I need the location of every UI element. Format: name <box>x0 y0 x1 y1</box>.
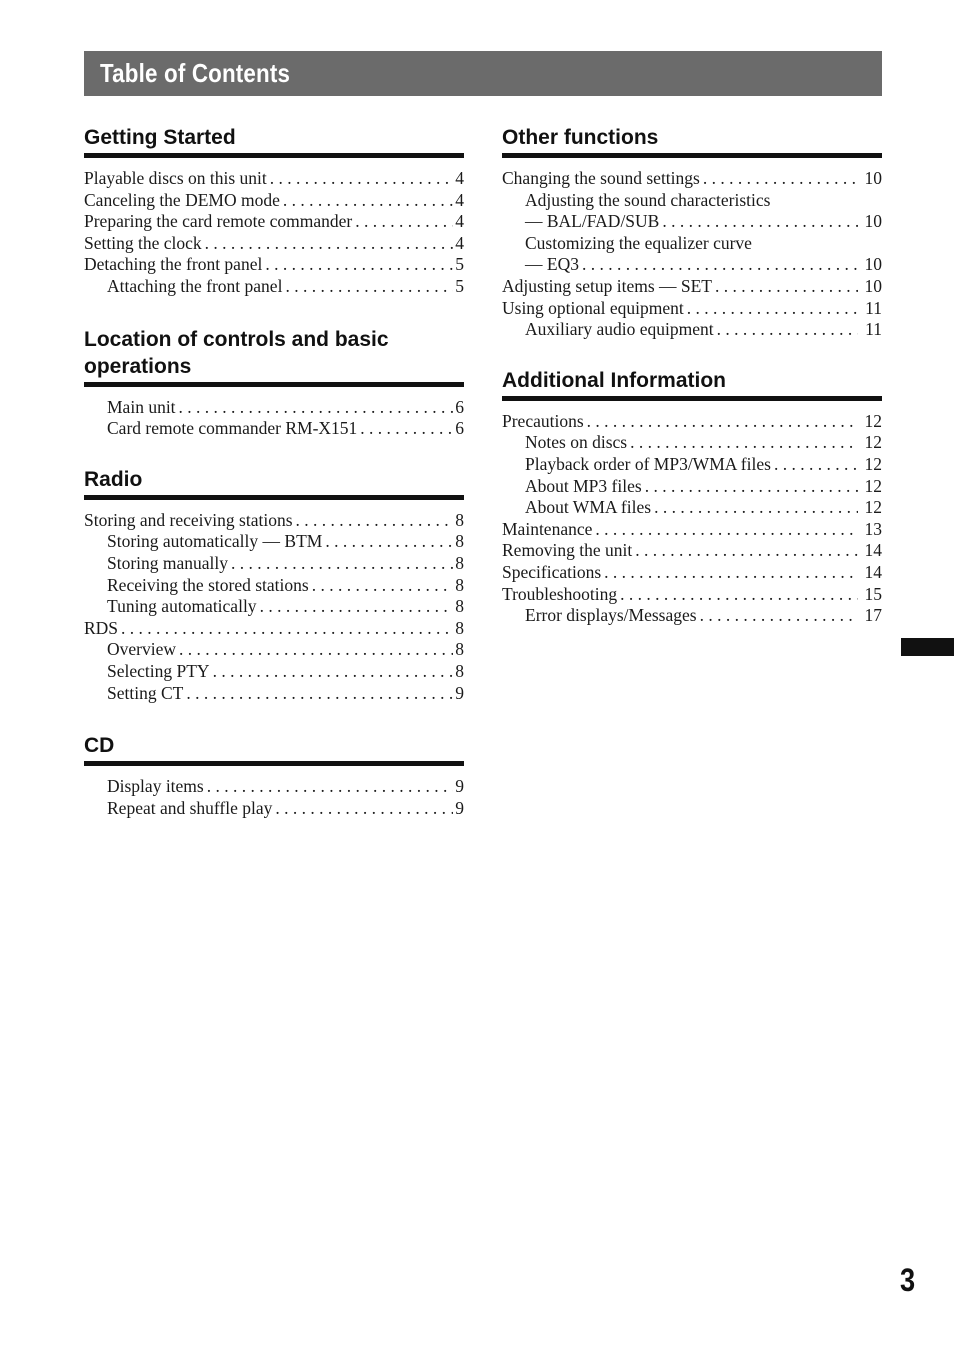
toc-entry-label: Receiving the stored stations <box>107 574 309 595</box>
toc-entry-list <box>84 168 464 298</box>
toc-entry-page: 12 <box>864 453 882 474</box>
dot-leader <box>717 319 858 341</box>
toc-entry-page: 17 <box>864 605 882 626</box>
toc-entry-label: Troubleshooting <box>502 583 618 604</box>
dot-leader <box>186 683 453 705</box>
toc-entry[interactable] <box>502 298 882 320</box>
toc-entry-list <box>84 510 464 704</box>
dot-leader <box>121 618 453 640</box>
toc-entry-page: 8 <box>455 509 464 530</box>
toc-entry-label: Maintenance <box>502 518 593 539</box>
toc-entry[interactable] <box>84 661 464 683</box>
toc-entry-label: Changing the sound settings <box>502 168 700 188</box>
toc-section <box>84 732 464 819</box>
dot-leader <box>635 540 858 562</box>
toc-entry-page: 4 <box>455 232 464 253</box>
toc-entry-label: Setting the clock <box>84 232 202 253</box>
toc-entry-label: Auxiliary audio equipment <box>525 319 714 340</box>
left-column <box>84 124 464 819</box>
dot-leader <box>285 276 453 298</box>
toc-entry-label: Error displays/Messages <box>525 605 697 626</box>
toc-entry[interactable] <box>84 776 464 798</box>
section-heading: Getting Started <box>84 124 464 158</box>
dot-leader <box>620 584 858 606</box>
dot-leader <box>662 211 858 233</box>
toc-entry-page: 10 <box>864 254 882 275</box>
toc-entry-page: 9 <box>455 776 464 797</box>
toc-entry-label: Main unit <box>107 396 176 417</box>
toc-entry[interactable] <box>502 497 882 519</box>
section-heading: CD <box>84 732 464 766</box>
toc-entry-label: Setting CT <box>107 682 184 703</box>
toc-entry-page: 15 <box>864 583 882 604</box>
toc-entry-label: About MP3 files <box>525 475 642 496</box>
toc-entry-page: 14 <box>864 561 882 582</box>
toc-entry[interactable] <box>84 531 464 553</box>
toc-section <box>84 466 464 704</box>
toc-entry-page: 8 <box>455 660 464 681</box>
toc-entry-page: 5 <box>455 275 464 296</box>
toc-entry[interactable] <box>502 168 882 190</box>
toc-entry[interactable] <box>84 575 464 597</box>
toc-entry-list <box>502 411 882 627</box>
toc-entry-page: 14 <box>864 540 882 561</box>
toc-entry[interactable] <box>502 254 882 276</box>
title-bar <box>84 51 882 96</box>
toc-entry-page: 12 <box>864 475 882 496</box>
toc-entry-page: 10 <box>864 275 882 296</box>
toc-entry-page: 8 <box>455 639 464 660</box>
toc-entry[interactable] <box>502 584 882 606</box>
toc-entry-label: About WMA files <box>525 497 652 518</box>
dot-leader <box>700 605 858 627</box>
toc-entry-label: Preparing the card remote commander <box>84 211 353 232</box>
toc-entry[interactable] <box>84 168 464 190</box>
page-number: 3 <box>900 1262 916 1298</box>
toc-entry-list <box>84 397 464 440</box>
toc-entry[interactable] <box>502 319 882 341</box>
toc-entry[interactable] <box>502 411 882 433</box>
toc-entry[interactable] <box>84 596 464 618</box>
dot-leader <box>207 776 454 798</box>
dot-leader <box>270 168 453 190</box>
toc-entry-label: Attaching the front panel <box>107 275 283 296</box>
toc-entry-label: Playable discs on this unit <box>84 168 267 188</box>
toc-entry-label: Using optional equipment <box>502 297 684 318</box>
dot-leader <box>774 454 858 476</box>
toc-entry[interactable] <box>502 519 882 541</box>
toc-entry-page: 10 <box>864 211 882 232</box>
toc-entry-list <box>502 168 882 341</box>
toc-entry-label: — BAL/FAD/SUB <box>525 211 660 232</box>
toc-entry[interactable] <box>502 432 882 454</box>
toc-entry-page: 8 <box>455 617 464 638</box>
toc-entry-label: Selecting PTY <box>107 660 210 681</box>
section-heading: Other functions <box>502 124 882 158</box>
toc-entry[interactable] <box>84 211 464 233</box>
toc-entry-page: 13 <box>864 518 882 539</box>
toc-entry-label: Customizing the equalizer curve <box>525 232 752 253</box>
toc-entry[interactable] <box>84 254 464 276</box>
toc-entry[interactable] <box>502 233 882 255</box>
toc-entry-page: 12 <box>864 432 882 453</box>
toc-entry-page: 6 <box>455 418 464 439</box>
toc-entry-label: RDS <box>84 617 119 638</box>
toc-entry[interactable] <box>502 476 882 498</box>
section-heading: Radio <box>84 466 464 500</box>
dot-leader <box>231 553 453 575</box>
section-tab-marker <box>901 638 954 656</box>
dot-leader <box>715 276 858 298</box>
toc-entry-label: Canceling the DEMO mode <box>84 189 280 210</box>
toc-entry[interactable] <box>84 683 464 705</box>
toc-entry-label: Card remote commander RM-X151 <box>107 418 358 439</box>
toc-section <box>502 124 882 341</box>
toc-entry-list <box>84 776 464 819</box>
toc-entry-label: Tuning automatically <box>107 596 257 617</box>
dot-leader <box>630 432 858 454</box>
dot-leader <box>275 798 453 820</box>
toc-entry[interactable] <box>502 276 882 298</box>
toc-entry[interactable] <box>84 276 464 298</box>
toc-entry-label: — EQ3 <box>525 254 579 275</box>
toc-entry[interactable] <box>84 639 464 661</box>
dot-leader <box>654 497 858 519</box>
dot-leader <box>179 397 454 419</box>
toc-entry-label: Detaching the front panel <box>84 254 263 275</box>
dot-leader <box>360 418 453 440</box>
toc-entry-page: 5 <box>455 254 464 275</box>
toc-entry-label: Notes on discs <box>525 432 628 453</box>
toc-entry-label: Storing manually <box>107 552 229 573</box>
toc-entry[interactable] <box>84 233 464 255</box>
toc-entry[interactable] <box>84 618 464 640</box>
toc-entry-label: Display items <box>107 776 204 797</box>
toc-entry[interactable] <box>502 211 882 233</box>
toc-entry-page: 8 <box>455 531 464 552</box>
toc-entry-page: 12 <box>864 497 882 518</box>
toc-entry[interactable] <box>84 798 464 820</box>
dot-leader <box>703 168 858 190</box>
toc-entry-label: Adjusting the sound characteristics <box>525 189 771 210</box>
toc-entry-page: 10 <box>864 168 882 188</box>
dot-leader <box>260 596 454 618</box>
dot-leader <box>355 211 453 233</box>
right-column <box>502 124 882 627</box>
dot-leader <box>645 476 858 498</box>
toc-entry-page: 8 <box>455 552 464 573</box>
toc-section <box>84 326 464 440</box>
toc-entry-page: 9 <box>455 682 464 703</box>
dot-leader <box>265 254 453 276</box>
toc-entry-page: 11 <box>865 319 882 340</box>
toc-entry[interactable] <box>84 510 464 532</box>
toc-entry-label: Removing the unit <box>502 540 633 561</box>
toc-section <box>502 367 882 627</box>
toc-entry-label: Playback order of MP3/WMA files <box>525 453 771 474</box>
page-title: Table of Contents <box>100 58 291 88</box>
section-heading: Location of controls and basic operations <box>84 326 464 387</box>
dot-leader <box>213 661 454 683</box>
dot-leader <box>283 190 453 212</box>
toc-entry-page: 4 <box>455 189 464 210</box>
toc-entry[interactable] <box>84 418 464 440</box>
toc-entry-label: Repeat and shuffle play <box>107 797 273 818</box>
toc-entry[interactable] <box>502 605 882 627</box>
dot-leader <box>205 233 454 255</box>
toc-entry-page: 4 <box>455 168 464 188</box>
toc-entry-label: Overview <box>107 639 177 660</box>
toc-section <box>84 124 464 298</box>
toc-entry-page: 8 <box>455 596 464 617</box>
toc-entry[interactable] <box>502 562 882 584</box>
toc-entry[interactable] <box>84 190 464 212</box>
toc-entry-page: 9 <box>455 797 464 818</box>
toc-entry-label: Adjusting setup items — SET <box>502 275 712 296</box>
toc-entry-label: Storing and receiving stations <box>84 509 293 530</box>
toc-entry-label: Precautions <box>502 410 584 431</box>
dot-leader <box>296 510 454 532</box>
toc-entry-page: 4 <box>455 211 464 232</box>
toc-entry-page: 8 <box>455 574 464 595</box>
toc-entry[interactable] <box>84 397 464 419</box>
dot-leader <box>179 639 453 661</box>
toc-entry[interactable] <box>502 454 882 476</box>
section-heading: Additional Information <box>502 367 882 401</box>
toc-entry[interactable] <box>502 540 882 562</box>
dot-leader <box>687 298 858 320</box>
toc-entry-label: Specifications <box>502 561 602 582</box>
toc-entry-label: Storing automatically — BTM <box>107 531 323 552</box>
dot-leader <box>312 575 454 597</box>
toc-entry-page: 11 <box>865 297 882 318</box>
dot-leader <box>582 254 858 276</box>
dot-leader <box>325 531 453 553</box>
toc-entry[interactable] <box>502 190 882 212</box>
toc-entry-page: 6 <box>455 396 464 417</box>
dot-leader <box>587 411 858 433</box>
toc-entry[interactable] <box>84 553 464 575</box>
toc-entry-page: 12 <box>864 410 882 431</box>
dot-leader <box>595 519 858 541</box>
dot-leader <box>604 562 858 584</box>
